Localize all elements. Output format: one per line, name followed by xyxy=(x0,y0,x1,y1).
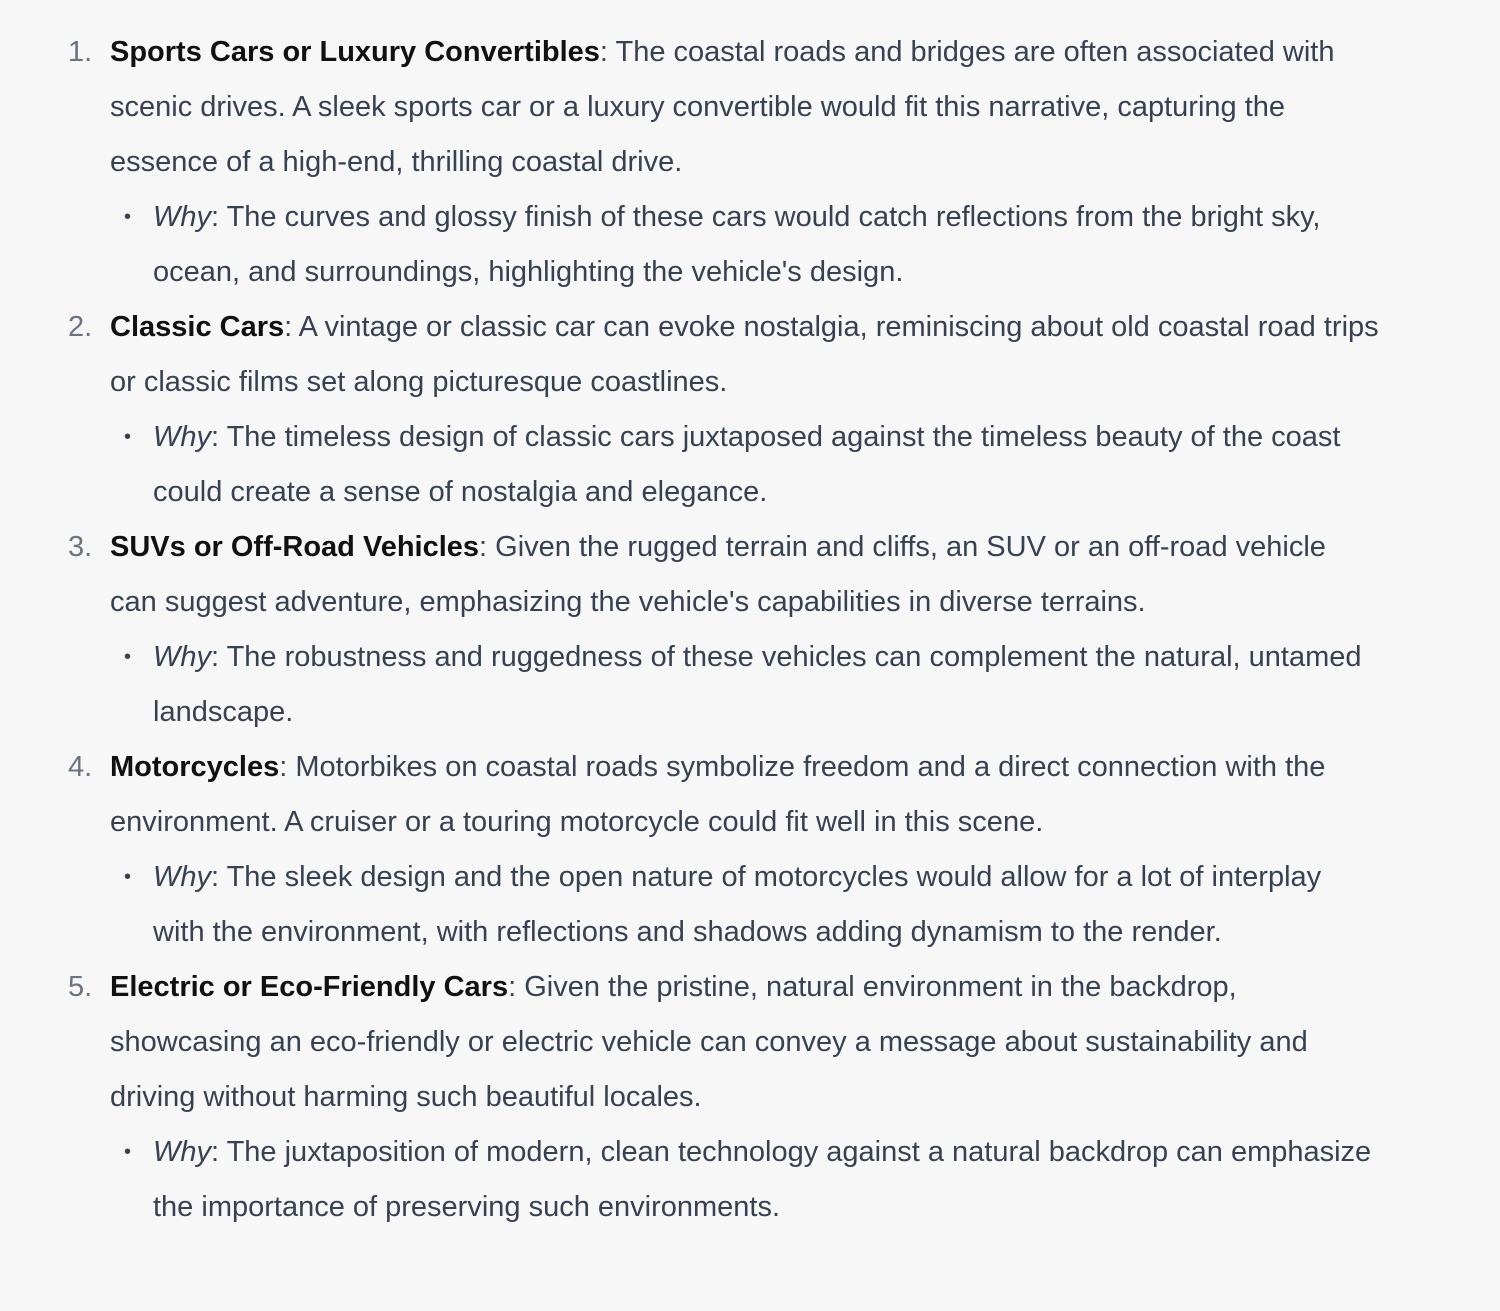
item-title: Sports Cars or Luxury Convertibles xyxy=(110,36,600,68)
item-title: SUVs or Off-Road Vehicles xyxy=(110,531,480,563)
list-number: 5. xyxy=(68,971,93,1003)
list-item xyxy=(0,520,1380,740)
why-label: Why xyxy=(153,861,211,893)
item-title: Classic Cars xyxy=(110,311,285,343)
list-number: 4. xyxy=(68,751,93,783)
why-text: : The timeless design of classic cars juxtaposed against the timeless beauty of the coast could create a sense of nostalgia and elegance. xyxy=(153,421,1341,508)
bullet-icon: • xyxy=(124,1141,132,1163)
why-text: : The sleek design and the open nature of motorcycles would allow for a lot of interplay with the environment, with reflections and shadows adding dynamism to the render. xyxy=(153,861,1322,948)
item-description: : A vintage or classic car can evoke nostalgia, reminiscing about old coastal road trips or classic films set along picturesque coastlines. xyxy=(110,311,1379,398)
reason-item xyxy=(124,850,1373,960)
bullet-icon: • xyxy=(124,646,132,668)
item-description: : Given the pristine, natural environment in the backdrop, showcasing an eco-friendly or electric vehicle can convey a message about sustainability and driving without harming such beautiful locales. xyxy=(110,971,1308,1113)
bullet-icon: • xyxy=(124,866,132,888)
why-text: : The curves and glossy finish of these cars would catch reflections from the bright sky, ocean, and surroundings, highlighting the vehicle's design. xyxy=(153,201,1321,288)
reason-list xyxy=(110,630,1373,740)
reason-item xyxy=(124,1125,1373,1235)
reason-list xyxy=(110,850,1373,960)
item-title: Electric or Eco-Friendly Cars xyxy=(110,971,509,1003)
item-title: Motorcycles xyxy=(110,751,280,783)
list-number: 1. xyxy=(68,36,93,68)
list-item xyxy=(0,25,1380,300)
why-text: : The robustness and ruggedness of these vehicles can complement the natural, untamed landscape. xyxy=(153,641,1362,728)
reason-item xyxy=(124,410,1373,520)
list-item xyxy=(0,960,1380,1235)
list-item xyxy=(0,740,1380,960)
why-label: Why xyxy=(153,641,211,673)
reason-list xyxy=(110,410,1373,520)
why-label: Why xyxy=(153,1136,211,1168)
bullet-icon: • xyxy=(124,426,132,448)
reason-item xyxy=(124,190,1373,300)
item-description: : The coastal roads and bridges are often associated with scenic drives. A sleek sports car or a luxury convertible would fit this narrative, capturing the essence of a high-end, thrilling coastal drive. xyxy=(110,36,1335,178)
why-text: : The juxtaposition of modern, clean technology against a natural backdrop can emphasize the importance of preserving such environments. xyxy=(153,1136,1372,1223)
reason-list xyxy=(110,1125,1373,1235)
why-label: Why xyxy=(153,421,211,453)
list-number: 2. xyxy=(68,311,93,343)
bullet-icon: • xyxy=(124,206,132,228)
reason-list xyxy=(110,190,1373,300)
item-description: : Given the rugged terrain and cliffs, an SUV or an off-road vehicle can suggest adventure, emphasizing the vehicle's capabilities in diverse terrains. xyxy=(110,531,1326,618)
item-description: : Motorbikes on coastal roads symbolize freedom and a direct connection with the environment. A cruiser or a touring motorcycle could fit well in this scene. xyxy=(110,751,1326,838)
reason-item xyxy=(124,630,1373,740)
list-item xyxy=(0,300,1380,520)
list-number: 3. xyxy=(68,531,93,563)
why-label: Why xyxy=(153,201,211,233)
